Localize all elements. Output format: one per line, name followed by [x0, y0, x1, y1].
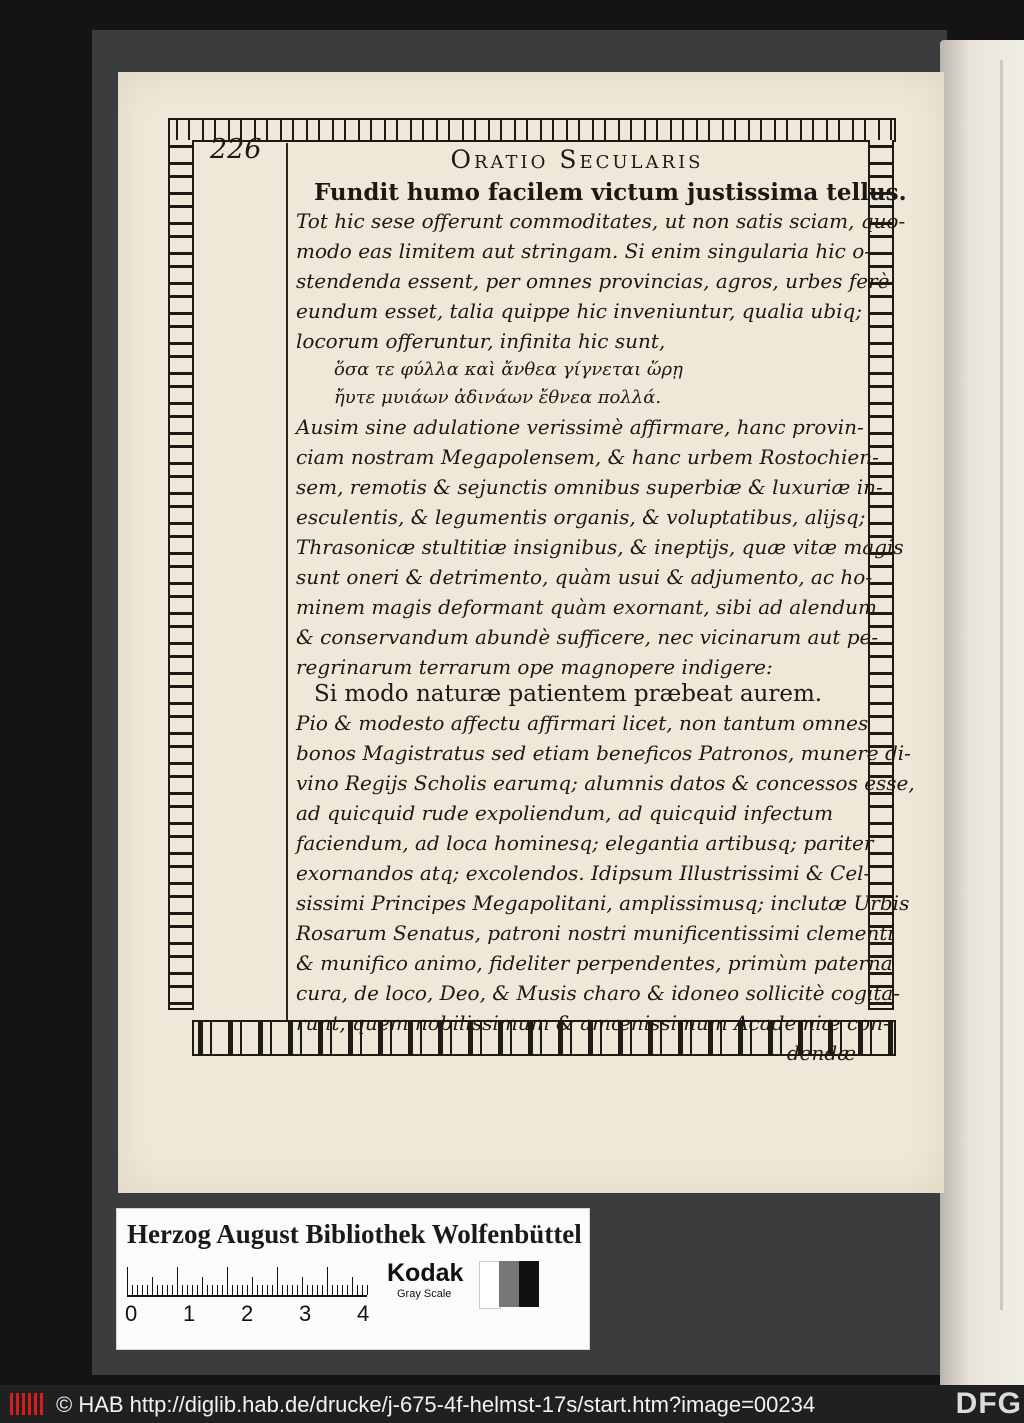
ruler-tick	[167, 1285, 168, 1295]
text-line: ad quicquid rude expoliendum, ad quicquid infectum	[296, 801, 834, 825]
verse-line: Si modo naturæ patientem præbeat aurem.	[314, 681, 823, 707]
ruler-tick	[277, 1267, 278, 1295]
text-line: modo eas limitem aut stringam. Si enim singularia hic o-	[296, 239, 871, 263]
ruler-number: 1	[183, 1301, 196, 1326]
ruler-tick	[212, 1285, 213, 1295]
text-line: esculentis, & legumentis organis, & voluptatibus, alijsq;	[296, 505, 866, 529]
copyright-link[interactable]: © HAB http://diglib.hab.de/drucke/j-675-4f-helmst-17s/start.htm?image=00234	[56, 1392, 816, 1417]
ruler-tick	[347, 1285, 348, 1295]
ruler-tick	[367, 1285, 368, 1295]
ruler-tick	[147, 1285, 148, 1295]
ruler-tick	[247, 1285, 248, 1295]
text-line: ciam nostram Megapolensem, & hanc urbem Rostochien-	[296, 445, 879, 469]
footer-bar	[0, 1385, 1024, 1423]
ruler-tick	[132, 1285, 133, 1295]
text-line: stendenda essent, per omnes provincias, agros, urbes ferè	[296, 269, 890, 293]
ruler-tick	[287, 1285, 288, 1295]
text-line: Tot hic sese offerunt commoditates, ut non satis sciam, quo-	[296, 209, 906, 233]
ruler-tick	[302, 1277, 303, 1295]
ruler-tick	[257, 1285, 258, 1295]
ruler-tick	[252, 1277, 253, 1295]
ornament-border-top	[168, 118, 896, 142]
ruler-tick	[187, 1285, 188, 1295]
ruler-tick	[342, 1285, 343, 1295]
ruler-tick	[157, 1285, 158, 1295]
ruler-tick	[227, 1267, 228, 1295]
text-line: cura, de loco, Deo, & Musis charo & idoneo sollicitè cogita-	[296, 981, 901, 1005]
ruler-tick	[207, 1285, 208, 1295]
ruler-tick	[362, 1285, 363, 1295]
column-rule	[286, 143, 288, 1021]
verse-line: Fundit humo facilem victum justissima tellus.	[314, 179, 907, 206]
ruler-tick	[297, 1285, 298, 1295]
greek-line: ἤυτε μυιάων ἀδινάων ἔθνεα πολλά.	[334, 387, 662, 408]
text-line: bonos Magistratus sed etiam beneficos Patronos, munere di-	[296, 741, 911, 765]
ruler-tick	[182, 1285, 183, 1295]
text-line: & conservandum abundè sufficere, nec vicinarum aut pe-	[296, 625, 879, 649]
text-line: minem magis deformant quàm exornant, sibi ad alendum	[296, 595, 877, 619]
barcode-icon	[10, 1393, 44, 1415]
ruler-tick	[337, 1285, 338, 1295]
ruler-tick	[327, 1267, 328, 1295]
library-name: Herzog August Bibliothek Wolfenbüttel	[127, 1219, 582, 1249]
color-scale-label	[116, 1208, 590, 1350]
ruler-tick	[162, 1285, 163, 1295]
kodak-brand: Kodak	[387, 1259, 464, 1287]
ruler-tick	[357, 1285, 358, 1295]
ruler-number: 2	[241, 1301, 254, 1326]
text-line: sem, remotis & sejunctis omnibus superbiæ & luxuriæ in-	[296, 475, 883, 499]
ruler-tick	[142, 1285, 143, 1295]
text-line: Pio & modesto affectu affirmari licet, non tantum omnes	[296, 711, 869, 735]
text-line: vino Regijs Scholis earumq; alumnis datos & concessos esse,	[296, 771, 915, 795]
gray-scale-patches	[479, 1261, 539, 1307]
ornament-border-left	[168, 140, 194, 1010]
running-head: Oratio Secularis	[450, 145, 704, 174]
ruler-tick	[127, 1267, 128, 1295]
page-number: 226	[210, 134, 262, 165]
ruler-tick	[232, 1285, 233, 1295]
text-line: sunt oneri & detrimento, quàm usui & adjumento, ac ho-	[296, 565, 873, 589]
gray-scale-caption: Gray Scale	[397, 1288, 452, 1300]
facing-page-edge	[940, 40, 1024, 1385]
ruler-tick	[217, 1285, 218, 1295]
catchword: dendæ	[786, 1041, 856, 1065]
text-line: Thrasonicæ stultitiæ insignibus, & ineptijs, quæ vitæ magis	[296, 535, 904, 559]
ruler-tick	[202, 1277, 203, 1295]
ruler-tick	[267, 1285, 268, 1295]
ruler-tick	[172, 1285, 173, 1295]
ruler-tick	[352, 1277, 353, 1295]
ruler-tick	[222, 1285, 223, 1295]
text-line: exornandos atq; excolendos. Idipsum Illustrissimi & Cel-	[296, 861, 871, 885]
text-line: regrinarum terrarum ope magnopere indigere:	[296, 655, 773, 679]
ruler-tick	[262, 1285, 263, 1295]
ruler-number: 3	[299, 1301, 312, 1326]
ruler-tick	[292, 1285, 293, 1295]
ruler-tick	[322, 1285, 323, 1295]
text-line: eundum esset, talia quippe hic inveniuntur, qualia ubiq;	[296, 299, 863, 323]
ruler-tick	[192, 1285, 193, 1295]
ruler-tick	[272, 1285, 273, 1295]
text-line: & munifico animo, fideliter perpendentes, primùm paterna	[296, 951, 893, 975]
ruler-tick	[332, 1285, 333, 1295]
ruler-tick	[317, 1285, 318, 1295]
ruler-tick	[242, 1285, 243, 1295]
text-line: locorum offeruntur, infinita hic sunt,	[296, 329, 666, 353]
ruler-tick	[237, 1285, 238, 1295]
ruler-tick	[312, 1285, 313, 1295]
ruler-number: 0	[125, 1301, 138, 1326]
text-line: runt, quem nobilissimum & amœnissimum Academiæ con-	[296, 1011, 890, 1035]
ruler-tick	[282, 1285, 283, 1295]
text-line: faciendum, ad loca hominesq; elegantia artibusq; pariter	[296, 831, 874, 855]
dfg-logo: DFG	[955, 1387, 1022, 1420]
ruler-tick	[152, 1277, 153, 1295]
ruler-tick	[307, 1285, 308, 1295]
text-line: sissimi Principes Megapolitani, amplissimusq; inclutæ Urbis	[296, 891, 910, 915]
ruler-tick	[197, 1285, 198, 1295]
ruler-tick	[137, 1285, 138, 1295]
ruler-number: 4	[357, 1301, 370, 1326]
text-line: Ausim sine adulatione verissimè affirmare, hanc provin-	[296, 415, 864, 439]
greek-line: ὅσα τε φύλλα καὶ ἄνθεα γίγνεται ὥρῃ	[334, 359, 683, 380]
ruler	[127, 1265, 367, 1297]
ruler-tick	[177, 1267, 178, 1295]
text-line: Rosarum Senatus, patroni nostri munificentissimi clementi	[296, 921, 894, 945]
